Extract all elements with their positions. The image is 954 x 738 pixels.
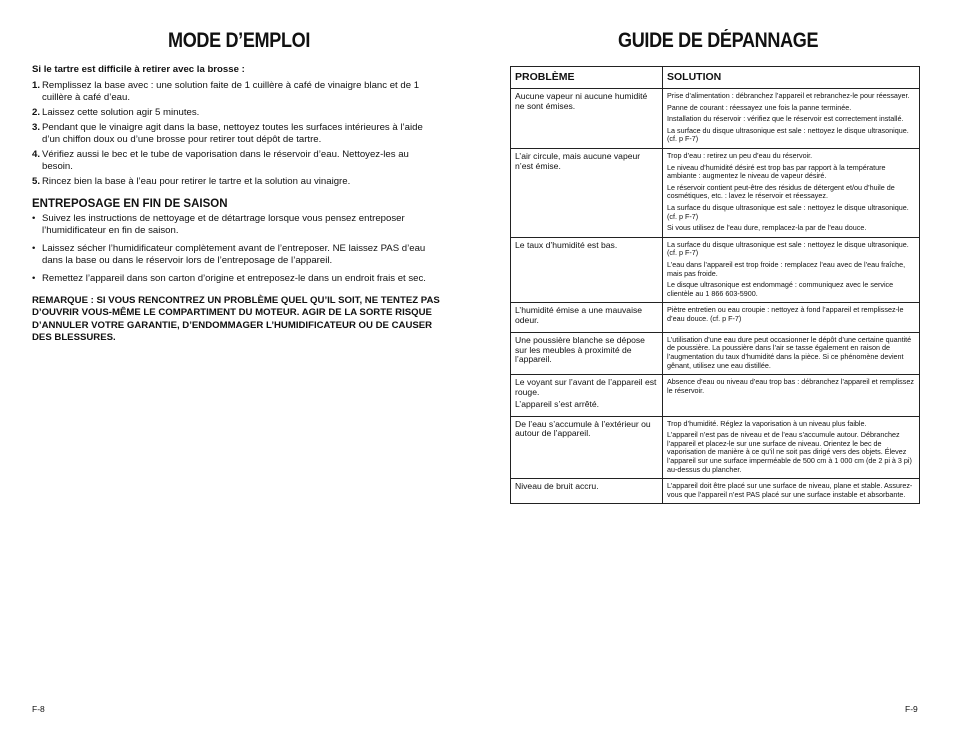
problem-cell [511,89,663,149]
solution-cell [663,375,920,416]
step-number: 5. [32,176,41,187]
problem-text: L’air circule, mais aucune vapeur n’est émise. [515,150,641,171]
step-text: Pendant que le vinaigre agit dans la base, nettoyez toutes les surfaces intérieures à l’aide d’un chiffon doux ou d’une brosse pour retirer tout dépôt de tartre. [42,122,423,145]
solution-text: Le disque ultrasonique est endommagé : communiquez avec le service clientèle au 1 866 603-5900. [667,280,894,298]
table-row [511,375,920,416]
storage-bullets [32,213,440,285]
table-row [511,303,920,333]
solution-text: Si vous utilisez de l’eau dure, remplacez-la par de l’eau douce. [667,223,867,233]
page-title-mode-emploi: MODE D’EMPLOI [168,29,311,52]
bullet-text: Suivez les instructions de nettoyage et de détartrage lorsque vous pensez entreposer l’humidificateur en fin de saison. [42,213,405,236]
page-number-left: F-8 [32,704,45,714]
solution-text: Le niveau d’humidité désiré est trop bas par rapport à la température ambiante : augmentez le niveau de vapeur désiré. [667,162,886,181]
bullet-icon: • [32,213,36,224]
table-row [511,148,920,237]
solution-text: Piètre entretien ou eau croupie : nettoyez à fond l’appareil et remplissez-le d’eau douce. (cf. p F-7) [667,305,904,323]
problem-cell [511,148,663,237]
step-number: 3. [32,122,41,133]
bullet-icon: • [32,243,36,254]
bullet-text: Laissez sécher l’humidificateur complètement avant de l’entreposer. NE laissez PAS d’eau dans la base ou dans le réservoir lors de l’entreposage de l’appareil. [42,243,426,266]
table-row [511,332,920,374]
solution-text: Prise d’alimentation : débranchez l’appareil et rebranchez-le pour réessayer. [667,91,910,100]
problem-text: Une poussière blanche se dépose sur les meubles à proximité de l’appareil. [515,334,645,365]
problem-cell [511,479,663,504]
solution-text: La surface du disque ultrasonique est sale : nettoyez le disque ultrasonique. (cf. p F-7) [667,202,909,221]
page-number-right: F-9 [905,704,918,714]
step-item [32,122,440,146]
problem-text: Le voyant sur l’avant de l’appareil est rouge. [515,377,657,398]
step-item [32,107,440,119]
solution-cell [663,148,920,237]
step-text: Rincez bien la base à l’eau pour retirer le tartre et la solution au vinaigre. [42,176,351,187]
problem-text: L’appareil s’est arrêté. [515,398,600,409]
solution-cell [663,89,920,149]
problem-cell [511,375,663,416]
problem-text: Niveau de bruit accru. [515,481,599,492]
solution-cell [663,332,920,374]
left-content [32,64,440,345]
solution-cell [663,237,920,303]
solution-text: L’appareil n’est pas de niveau et de l’eau s’accumule autour. Débranchez l’appareil et placez-le sur une surface de niveau. Orientez le bec de vaporisation de manière à ce qu’il ne soit pas dirigé vers des objets. Élevez l’appareil sur une surface imperméable de 500 cm à 1 000 cm (de 2 pi à 3 pi) au-dessus du plancher. [667,430,912,474]
storage-bullet-item [32,213,440,237]
table-body [511,89,920,504]
solution-text: L’utilisation d’une eau dure peut occasionner le dépôt d’une certaine quantité de poussière. La poussière dans l’air se tasse également en raison de l’augmentation du taux d’humidité dans la pièce. Si ce phénomène devient gênant, utilisez une eau distillée. [667,334,912,370]
step-item [32,149,440,173]
page-title-guide-depannage: GUIDE DE DÉPANNAGE [618,29,819,52]
storage-section-title: ENTREPOSAGE EN FIN DE SAISON [32,198,228,210]
header-solution: SOLUTION [663,67,920,89]
table-row [511,89,920,149]
problem-cell [511,303,663,333]
problem-text: L’humidité émise a une mauvaise odeur. [515,305,643,326]
table-row [511,479,920,504]
problem-cell [511,237,663,303]
storage-bullet-item [32,243,440,267]
table-header-row [511,67,920,89]
solution-text: L’appareil doit être placé sur une surface de niveau, plane et stable. Assurez-vous que l’appareil n’est PAS placé sur une surface instable et absorbante. [667,481,913,499]
header-problem: PROBLÈME [511,67,663,89]
descaling-steps [32,80,440,188]
solution-text: Trop d’humidité. Réglez la vaporisation à un niveau plus faible. [667,418,867,428]
solution-cell [663,479,920,504]
solution-text: Installation du réservoir : vérifiez que le réservoir est correctement installé. [667,114,904,124]
solution-text: Panne de courant : réessayez une fois la panne terminée. [667,102,852,112]
problem-cell [511,416,663,479]
step-text: Remplissez la base avec : une solution faite de 1 cuillère à café de vinaigre blanc et de 1 cuillère à café d’eau. [42,80,420,103]
step-item [32,176,440,188]
storage-bullet-item [32,273,440,285]
step-number: 2. [32,107,41,118]
table-row [511,237,920,303]
solution-text: Absence d’eau ou niveau d’eau trop bas : débranchez l’appareil et remplissez le réservoir. [667,377,914,395]
bullet-icon: • [32,273,36,284]
step-text: Laissez cette solution agir 5 minutes. [42,107,200,118]
descaling-intro: Si le tartre est difficile à retirer avec la brosse : [32,64,245,75]
solution-cell [663,416,920,479]
bullet-text: Remettez l’appareil dans son carton d’origine et entreposez-le dans un endroit frais et sec. [42,273,426,284]
problem-text: Le taux d’humidité est bas. [515,239,618,250]
troubleshooting-table [510,66,920,504]
warning-note: REMARQUE : SI VOUS RENCONTREZ UN PROBLÈME QUEL QU’IL SOIT, NE TENTEZ PAS D’OUVRIR VOUS-MÊME LE COMPARTIMENT DU MOTEUR. AGIR DE LA SORTE RISQUE D’ANNULER VOTRE GARANTIE, D’ENDOMMAGER L’HUMIDIFICATEUR OU DE CAUSER DES BLESSURES. [32,295,440,344]
solution-text: La surface du disque ultrasonique est sale : nettoyez le disque ultrasonique. (cf. p F-7) [667,125,909,144]
solution-text: L’eau dans l’appareil est trop froide : remplacez l’eau avec de l’eau fraîche, mais pas froide. [667,259,906,278]
problem-cell [511,332,663,374]
solution-text: La surface du disque ultrasonique est sale : nettoyez le disque ultrasonique. (cf. p F-7) [667,239,909,258]
solution-text: Le réservoir contient peut-être des résidus de détergent et/ou d’huile de cosmétiques, etc. : lavez le réservoir et réessayez. [667,182,895,201]
problem-text: Aucune vapeur ni aucune humidité ne sont émises. [515,91,648,111]
step-text: Vérifiez aussi le bec et le tube de vaporisation dans le réservoir d’eau. Nettoyez-les au besoin. [42,149,409,172]
step-item [32,80,440,104]
table-row [511,416,920,479]
solution-cell [663,303,920,333]
step-number: 4. [32,149,41,160]
problem-text: De l’eau s’accumule à l’extérieur ou autour de l’appareil. [515,418,651,439]
solution-text: Trop d’eau : retirez un peu d’eau du réservoir. [667,150,813,160]
step-number: 1. [32,80,41,91]
